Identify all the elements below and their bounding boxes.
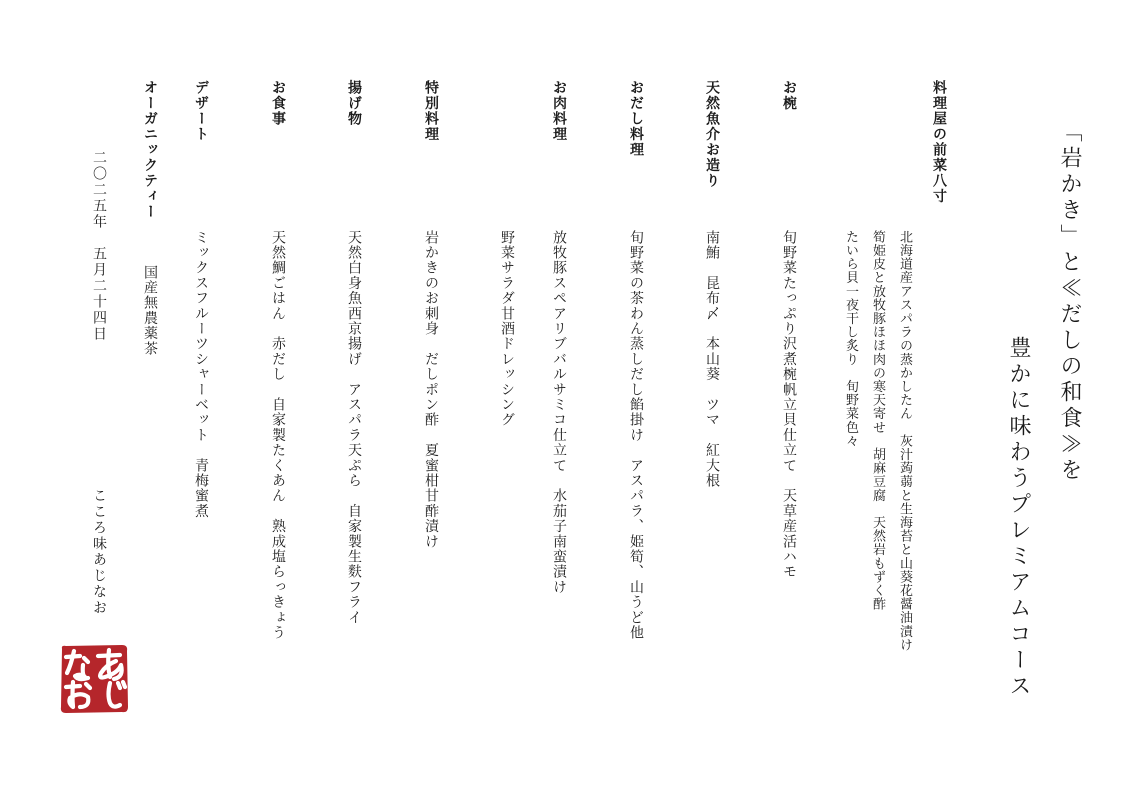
course-heading-odashi: おだし料理 [628, 80, 644, 158]
course-item-owan: 旬野菜たっぷり沢煮椀帆立貝仕立て 天草産活ハモ [781, 230, 797, 580]
menu-title-line2: 豊かに味わうプレミアムコース [1006, 336, 1031, 700]
course-item-zensai-1: 北海道産アスパラの蒸かしたん 灰汁蒟蒻と生海苔と山葵花醤油漬け [897, 230, 912, 652]
course-item-oniku-1: 放牧豚スペアリブバルサミコ仕立て 水茄子南蛮漬け [551, 230, 567, 595]
course-heading-oniku: お肉料理 [551, 80, 567, 142]
menu-title-line1: 「岩かき」と≪だしの和食≫を [1057, 120, 1082, 484]
course-heading-tea: オーガニックティー [142, 80, 158, 220]
course-item-tokubetsu: 岩かきのお刺身 だしポン酢 夏蜜柑甘酢漬け [423, 230, 439, 550]
course-heading-dessert: デザート [193, 80, 209, 142]
course-item-tea: 国産無農薬茶 [142, 265, 158, 357]
course-item-zensai-2: 筍姫皮と放牧豚ほほ肉の寒天寄せ 胡麻豆腐 天然岩もずく酢 [870, 230, 885, 611]
course-heading-otsukuri: 天然魚介お造り [704, 80, 720, 189]
menu-date: 二〇二五年 五月二十四日 [91, 150, 107, 342]
course-item-zensai-3: たいら貝一夜干し炙り 旬野菜色々 [843, 230, 858, 448]
seal-stamp-icon [58, 643, 130, 715]
course-heading-tokubetsu: 特別料理 [423, 80, 439, 142]
course-item-otsukuri: 南鮪 昆布〆 本山葵 ツマ 紅大根 [704, 230, 720, 489]
course-heading-oshokuji: お食事 [270, 80, 286, 127]
course-heading-owan: お椀 [781, 80, 797, 111]
course-item-oniku-2: 野菜サラダ甘酒ドレッシング [499, 230, 515, 428]
course-heading-zensai: 料理屋の前菜八寸 [931, 80, 947, 204]
course-item-dessert: ミックスフルーツシャーベット 青梅蜜煮 [193, 230, 209, 519]
course-item-odashi: 旬野菜の茶わん蒸しだし餡掛け アスパラ、姫筍、山うど他 [628, 230, 644, 641]
restaurant-signature: こころ味あじなお [91, 488, 107, 616]
course-item-oshokuji: 天然鯛ごはん 赤だし 自家製たくあん 熟成塩らっきょう [270, 230, 286, 641]
course-item-agemono: 天然白身魚西京揚げ アスパラ天ぷら 自家製生麩フライ [346, 230, 362, 626]
course-heading-agemono: 揚げ物 [346, 80, 362, 127]
